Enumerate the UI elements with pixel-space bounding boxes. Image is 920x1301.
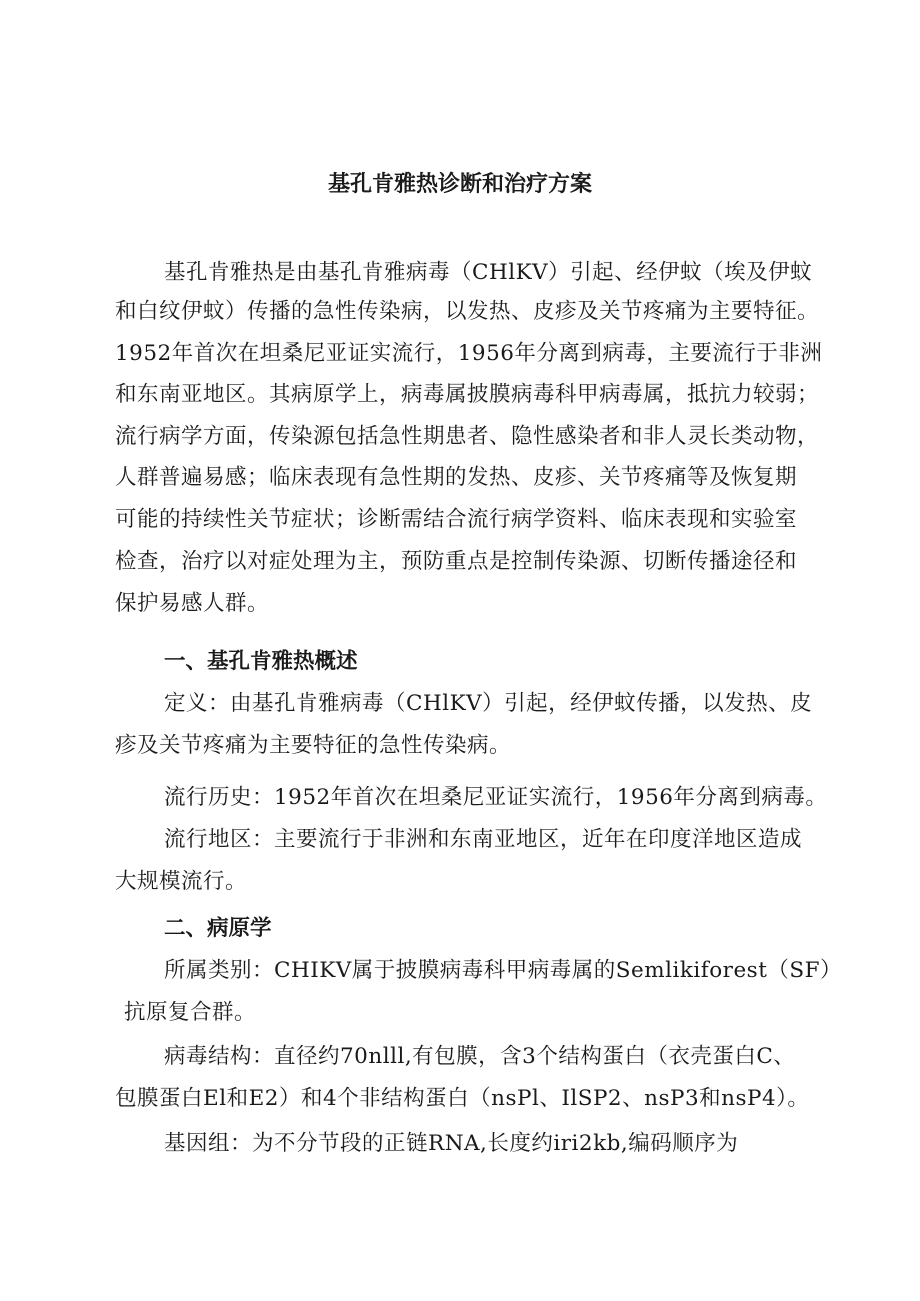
structure-line: 包膜蛋白El和E2）和4个非结构蛋白（nsPl、IlSP2、nsP3和nsP4）。 (115, 1086, 810, 1111)
history-line: 流行历史：1952年首次在坦桑尼亚证实流行，1956年分离到病毒。 (164, 785, 828, 810)
intro-line: 保护易感人群。 (115, 591, 270, 616)
intro-line: 和东南亚地区。其病原学上，病毒属披膜病毒科甲病毒属，抵抗力较弱； (115, 382, 820, 407)
intro-line: 基孔肯雅热是由基孔肯雅病毒（CHlKV）引起、经伊蚊（埃及伊蚊 (164, 260, 813, 285)
document-title: 基孔肯雅热诊断和治疗方案 (327, 172, 592, 197)
intro-line: 可能的持续性关节症状；诊断需结合流行病学资料、临床表现和实验室 (115, 507, 798, 532)
definition-line: 疹及关节疼痛为主要特征的急性传染病。 (115, 733, 512, 758)
category-line: 抗原复合群。 (124, 1000, 257, 1025)
definition-line: 定义：由基孔肯雅病毒（CHlKV）引起，经伊蚊传播，以发热、皮 (164, 691, 813, 716)
section-heading: 二、病原学 (164, 916, 272, 941)
category-line: 所属类别：CHIKV属于披膜病毒科甲病毒属的Semlikiforest（SF） (164, 958, 843, 983)
structure-line: 病毒结构：直径约70nlll,有包膜，含3个结构蛋白（衣壳蛋白C、 (164, 1044, 796, 1069)
intro-line: 人群普遍易感；临床表现有急性期的发热、皮疹、关节疼痛等及恢复期 (115, 465, 798, 490)
region-line: 流行地区：主要流行于非洲和东南亚地区，近年在印度洋地区造成 (164, 827, 803, 852)
intro-line: 和白纹伊蚊）传播的急性传染病，以发热、皮疹及关节疼痛为主要特征。 (115, 299, 820, 324)
section-heading: 一、基孔肯雅热概述 (164, 649, 358, 674)
genome-line: 基因组：为不分节段的正链RNA,长度约iri2kb,编码顺序为 (164, 1131, 739, 1156)
intro-line: 流行病学方面，传染源包括急性期患者、隐性感染者和非人灵长类动物， (115, 424, 820, 449)
intro-line: 1952年首次在坦桑尼亚证实流行，1956年分离到病毒，主要流行于非洲 (115, 341, 823, 366)
intro-line: 检查，治疗以对症处理为主，预防重点是控制传染源、切断传播途径和 (115, 549, 798, 574)
region-line: 大规模流行。 (115, 869, 248, 894)
